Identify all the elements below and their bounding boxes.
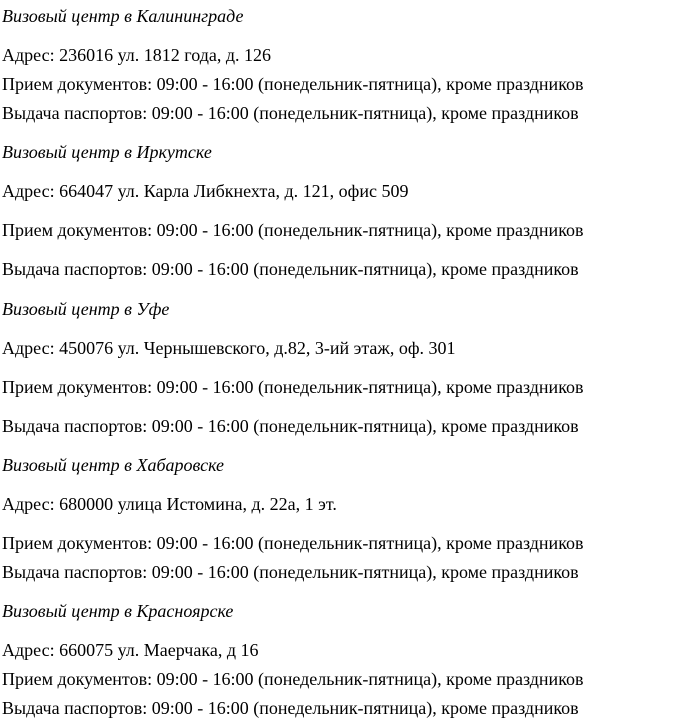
center-address: Адрес: 236016 ул. 1812 года, д. 126	[2, 45, 271, 65]
center-docs-hours: Прием документов: 09:00 - 16:00 (понедельник-пятница), кроме праздников	[2, 533, 584, 553]
center-address: Адрес: 680000 улица Истомина, д. 22а, 1 эт.	[2, 494, 337, 514]
center-title: Визовый центр в Иркутске	[2, 142, 212, 162]
center-title: Визовый центр в Красноярске	[2, 601, 234, 621]
center-docs-hours: Прием документов: 09:00 - 16:00 (понедельник-пятница), кроме праздников	[2, 377, 584, 397]
center-passport-hours: Выдача паспортов: 09:00 - 16:00 (понедельник-пятница), кроме праздников	[2, 698, 579, 718]
center-address: Адрес: 450076 ул. Чернышевского, д.82, 3-ий этаж, оф. 301	[2, 338, 456, 358]
center-docs-hours: Прием документов: 09:00 - 16:00 (понедельник-пятница), кроме праздников	[2, 669, 584, 689]
center-passport-hours: Выдача паспортов: 09:00 - 16:00 (понедельник-пятница), кроме праздников	[2, 562, 579, 582]
center-passport-hours: Выдача паспортов: 09:00 - 16:00 (понедельник-пятница), кроме праздников	[2, 259, 579, 279]
center-title: Визовый центр в Уфе	[2, 299, 170, 319]
center-title: Визовый центр в Калининграде	[2, 6, 244, 26]
center-passport-hours: Выдача паспортов: 09:00 - 16:00 (понедельник-пятница), кроме праздников	[2, 103, 579, 123]
center-docs-hours: Прием документов: 09:00 - 16:00 (понедельник-пятница), кроме праздников	[2, 220, 584, 240]
center-docs-hours: Прием документов: 09:00 - 16:00 (понедельник-пятница), кроме праздников	[2, 74, 584, 94]
center-address: Адрес: 660075 ул. Маерчака, д 16	[2, 640, 259, 660]
center-passport-hours: Выдача паспортов: 09:00 - 16:00 (понедельник-пятница), кроме праздников	[2, 416, 579, 436]
center-address: Адрес: 664047 ул. Карла Либкнехта, д. 121, офис 509	[2, 181, 409, 201]
center-title: Визовый центр в Хабаровске	[2, 455, 225, 475]
